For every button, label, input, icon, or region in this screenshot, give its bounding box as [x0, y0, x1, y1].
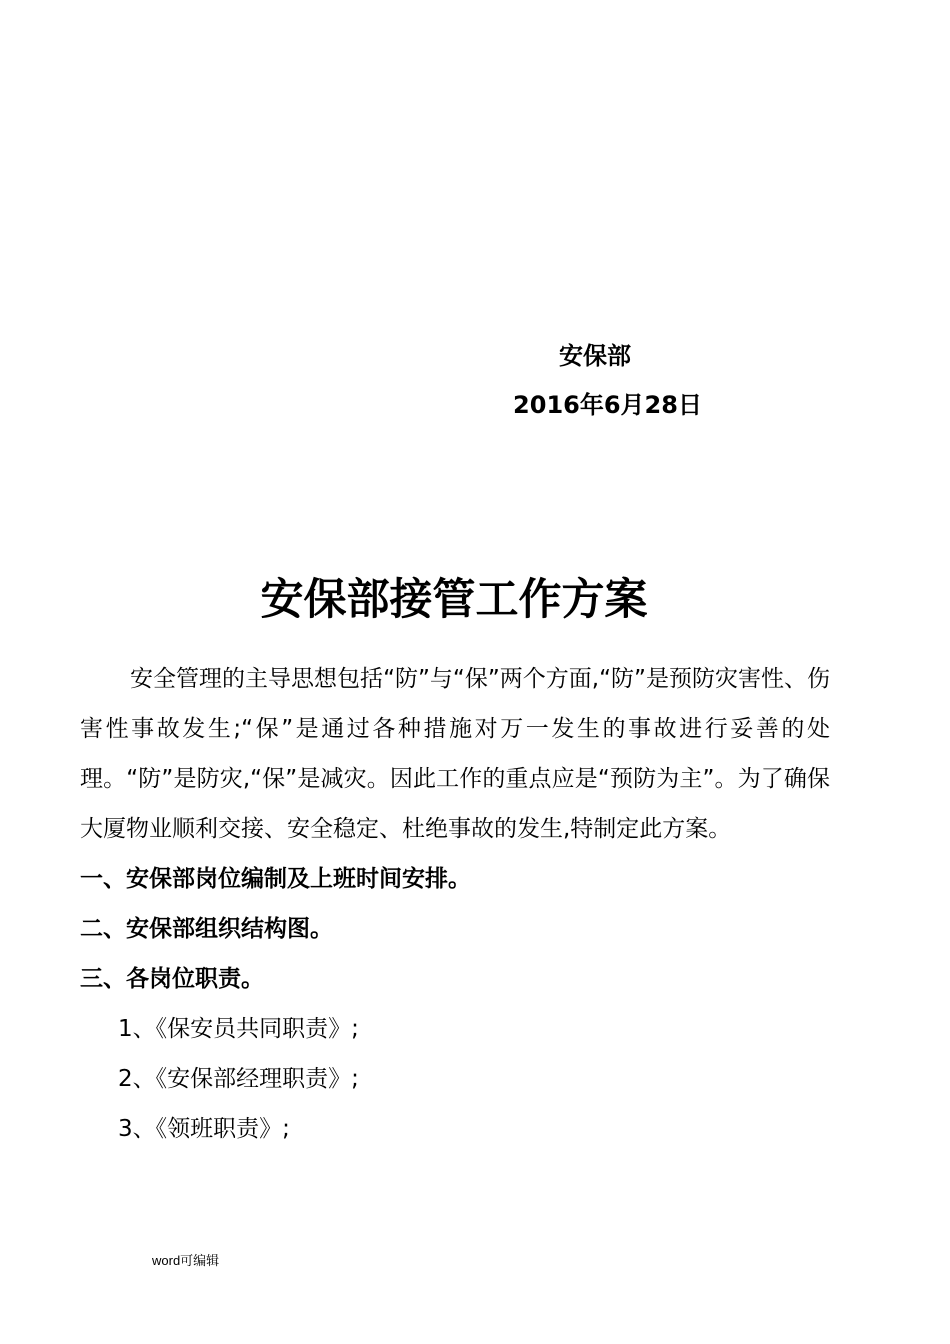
- footer-note: word可编辑: [152, 1253, 220, 1268]
- document-title: 安保部接管工作方案: [260, 575, 648, 625]
- department-name: 安保部: [559, 342, 631, 370]
- section-heading-3: 三、各岗位职责。: [80, 966, 264, 992]
- section-heading-1: 一、安保部岗位编制及上班时间安排。: [80, 866, 471, 892]
- list-item: 3、《领班职责》;: [118, 1116, 290, 1142]
- document-body: [80, 654, 830, 1154]
- list-item: 1、《保安员共同职责》;: [118, 1016, 359, 1042]
- section-heading-2: 二、安保部组织结构图。: [80, 916, 333, 942]
- document-date: 2016年6月28日: [513, 391, 702, 419]
- list-item: 2、《安保部经理职责》;: [118, 1066, 359, 1092]
- intro-paragraph: 安全管理的主导思想包括“防”与“保”两个方面,“防”是预防灾害性、伤害性事故发生;“保”是通过各种措施对万一发生的事故进行妥善的处理。“防”是防灾,“保”是减灾。因此工作的重点应是“预防为主”。为了确保大厦物业顺利交接、安全稳定、杜绝事故的发生,特制定此方案。: [80, 666, 830, 842]
